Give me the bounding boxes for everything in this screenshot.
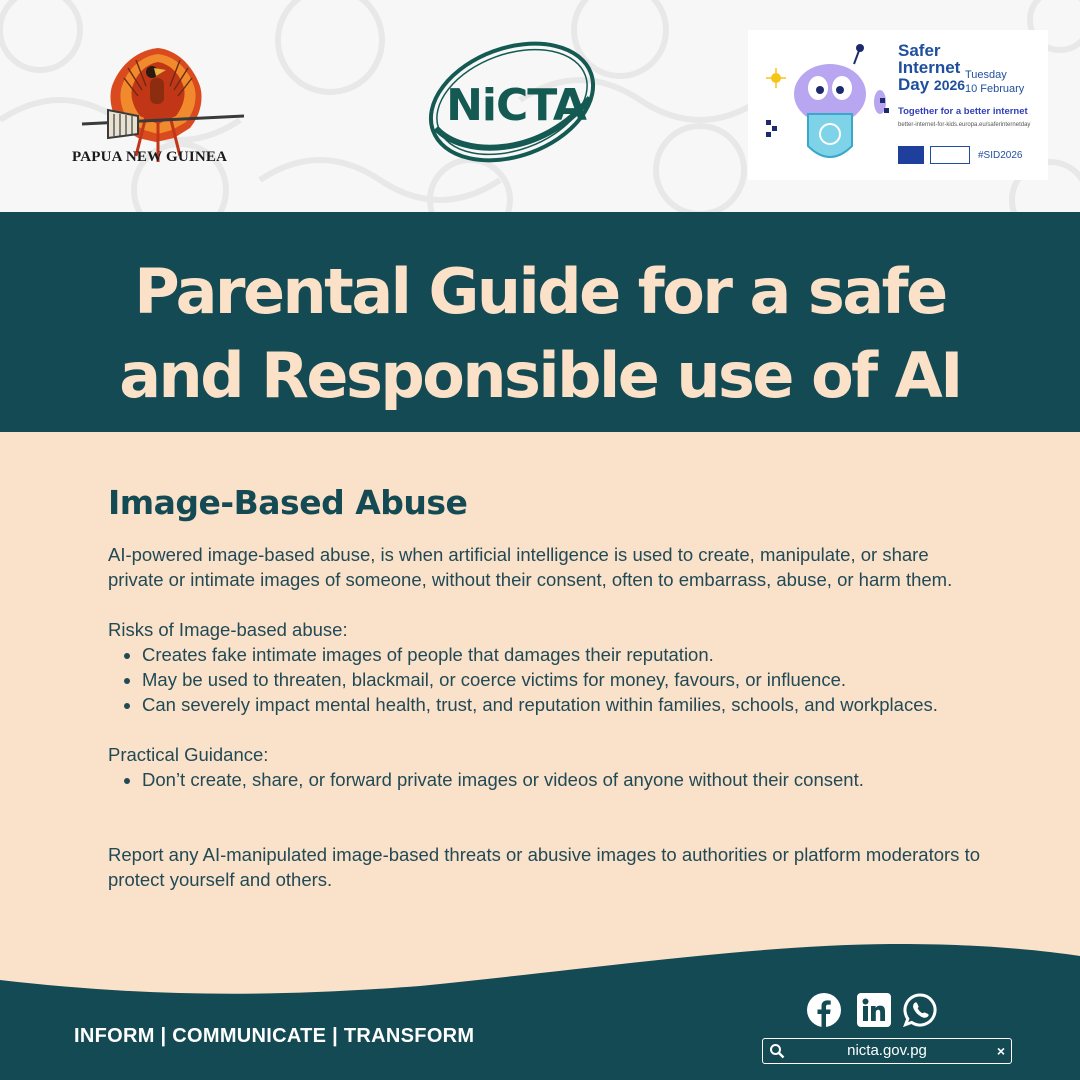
spacer — [108, 717, 988, 742]
mascot-shield-icon — [756, 38, 892, 172]
search-text: nicta.gov.pg — [847, 1042, 927, 1059]
page-title-line1: Parental Guide for a safe — [134, 255, 946, 328]
close-icon[interactable]: × — [996, 1043, 1005, 1059]
intro-paragraph: AI-powered image-based abuse, is when artificial intelligence is used to create, manipulate, or share private or intimate images of someone, without their consent, often to embarrass, abuse, or harm them. — [108, 544, 953, 590]
footer-motto: INFORM | COMMUNICATE | TRANSFORM — [74, 1025, 475, 1047]
sid-hashtag: #SID2026 — [978, 150, 1023, 161]
report-paragraph: Report any AI-manipulated image-based threats or abusive images to authorities or platform moderators to protect yourself and others. — [108, 844, 981, 890]
risks-list — [108, 642, 988, 717]
spacer — [108, 792, 988, 817]
whatsapp-icon[interactable] — [902, 992, 938, 1028]
nicta-logo — [422, 38, 602, 166]
list-item: • Can severely impact mental health, trust, and reputation within families, schools, and workplaces. — [142, 692, 988, 717]
sid-title-line1: Safer — [898, 41, 941, 60]
list-item: • Don’t create, share, or forward private images or videos of anyone without their consent. — [142, 767, 988, 792]
sid-date: 10 February — [965, 83, 1025, 95]
page-title-line2: and Responsible use of AI — [119, 339, 961, 412]
eu-flag-icon — [898, 146, 924, 164]
list-item: • May be used to threaten, blackmail, or coerce victims for money, favours, or influence. — [142, 667, 988, 692]
main-content — [108, 482, 988, 892]
sid-title-day: Day — [898, 75, 930, 94]
facebook-icon[interactable] — [806, 992, 842, 1028]
linkedin-icon[interactable] — [856, 992, 892, 1028]
sid-title — [898, 42, 965, 94]
papua-new-guinea-caption: PAPUA NEW GUINEA — [72, 149, 228, 165]
title-band — [0, 212, 1080, 432]
sid-day: Tuesday — [965, 69, 1007, 81]
spacer — [108, 592, 988, 617]
sid-title-line3 — [898, 76, 965, 94]
sid-url: better-internet-for-kids.europa.eu/saferinternetday — [898, 122, 1031, 128]
safer-internet-day-badge — [748, 30, 1048, 180]
insafe-logo — [930, 146, 970, 164]
sid-date-block — [965, 68, 1024, 96]
sid-year: 2026 — [933, 77, 966, 93]
nicta-logo-text: NiCTA — [446, 80, 586, 131]
guidance-list — [108, 767, 988, 792]
sid-title-line2: Internet — [898, 58, 961, 77]
guidance-label: Practical Guidance: — [108, 744, 269, 765]
header — [0, 0, 1080, 212]
sid-tagline: Together for a better internet — [898, 106, 1028, 117]
search-icon — [769, 1043, 785, 1059]
spacer — [108, 817, 988, 842]
search-bar[interactable] — [762, 1038, 1012, 1064]
page-title — [40, 250, 1040, 418]
list-item: • Creates fake intimate images of people that damages their reputation. — [142, 642, 988, 667]
risks-label: Risks of Image-based abuse: — [108, 619, 348, 640]
section-heading: Image-Based Abuse — [108, 483, 468, 522]
